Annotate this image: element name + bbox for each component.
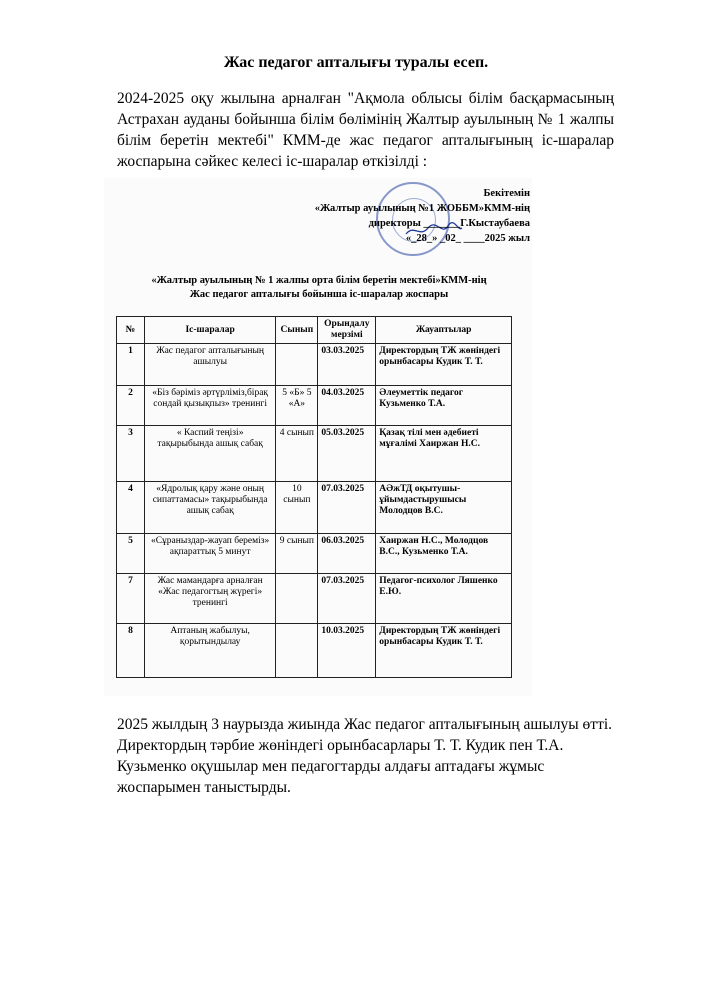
row-date: 05.03.2025 <box>318 426 376 482</box>
table-row <box>117 574 512 624</box>
row-event: Аптаның жабылуы, қорытындылау <box>144 624 276 678</box>
row-event: « Каспий теңізі» тақырыбында ашық сабақ <box>144 426 276 482</box>
row-grade <box>276 624 318 678</box>
row-event: Жас мамандарға арналған «Жас педагогтың жүрегі» тренингі <box>144 574 276 624</box>
row-number: 2 <box>117 386 145 426</box>
row-responsible: Қазақ тілі мен әдебиеті мұғалімі Хаиржан Н.С. <box>376 426 512 482</box>
row-event: Жас педагог апталығының ашылуы <box>144 344 276 386</box>
row-number: 1 <box>117 344 145 386</box>
row-responsible: Директордың ТЖ жөніндегі орынбасары Кудик Т. Т. <box>376 624 512 678</box>
plan-title-line-2: Жас педагог апталығы бойынша іс-шаралар жоспары <box>189 289 449 300</box>
report-title: Жас педагог апталығы туралы есеп. <box>223 54 489 71</box>
row-grade: 4 сынып <box>276 426 318 482</box>
plan-title <box>124 274 514 302</box>
row-responsible: Педагог-психолог Ляшенко Е.Ю. <box>376 574 512 624</box>
row-grade: 9 сынып <box>276 534 318 574</box>
plan-title-line-1: «Жалтыр ауылының № 1 жалпы орта білім беретін мектебі»КММ-нің <box>151 275 487 286</box>
row-responsible: АӘжТД оқытушы-ұйымдастырушысы Молодцов В.С. <box>376 482 512 534</box>
row-number: 3 <box>117 426 145 482</box>
row-grade: 10 сынып <box>276 482 318 534</box>
table-header-row <box>117 317 512 344</box>
table-row <box>117 534 512 574</box>
approval-heading: Бекітемін <box>483 188 530 199</box>
row-number: 4 <box>117 482 145 534</box>
row-event: «Біз бәріміз әртүрліміз,бірақ сондай қызықпыз» тренингі <box>144 386 276 426</box>
row-number: 8 <box>117 624 145 678</box>
row-date: 07.03.2025 <box>318 574 376 624</box>
table-row <box>117 426 512 482</box>
header-number: № <box>117 317 145 344</box>
row-date: 04.03.2025 <box>318 386 376 426</box>
header-responsible: Жауаптылар <box>376 317 512 344</box>
row-grade <box>276 574 318 624</box>
table-row <box>117 344 512 386</box>
row-grade: 5 «Б» 5 «А» <box>276 386 318 426</box>
report-closing-paragraph: 2025 жылдың 3 наурызда жиында Жас педагог апталығының ашылуы өтті. Директордың тәрбие жөніндегі орынбасарлары Т. Т. Кудик пен Т.А. Кузьменко оқушылар мен педагогтарды алдағы аптадағы жұмыс жоспарымен таныстырды. <box>117 716 613 796</box>
row-date: 06.03.2025 <box>318 534 376 574</box>
header-event: Іс-шаралар <box>144 317 276 344</box>
events-plan-table <box>116 316 512 678</box>
row-grade <box>276 344 318 386</box>
approval-director: директоры _______Г.Кыстаубаева <box>368 218 530 229</box>
approval-organization: «Жалтыр ауылының №1 ЖОББМ»КММ-нің <box>314 203 530 214</box>
row-responsible: Әлеуметтік педагог Кузьменко Т.А. <box>376 386 512 426</box>
table-row <box>117 482 512 534</box>
table-row <box>117 386 512 426</box>
row-date: 03.03.2025 <box>318 344 376 386</box>
row-date: 07.03.2025 <box>318 482 376 534</box>
approval-block <box>294 186 530 246</box>
row-number: 7 <box>117 574 145 624</box>
header-date: Орындалу мерзімі <box>318 317 376 344</box>
row-event: «Сұраныздар-жауап беремiз» ақпараттық 5 минут <box>144 534 276 574</box>
approval-date: «_28_» _02_ ____2025 жыл <box>405 233 530 244</box>
scanned-plan-image <box>104 178 532 696</box>
row-responsible: Хаиржан Н.С., Молодцов В.С., Кузьменко Т.А. <box>376 534 512 574</box>
table-row <box>117 624 512 678</box>
row-responsible: Директордың ТЖ жөніндегі орынбасары Кудик Т. Т. <box>376 344 512 386</box>
header-grade: Сынып <box>276 317 318 344</box>
row-date: 10.03.2025 <box>318 624 376 678</box>
row-number: 5 <box>117 534 145 574</box>
report-intro-paragraph: 2024-2025 оқу жылына арналған "Ақмола облысы білім басқармасының Астрахан ауданы бойынша білім бөлімінің Жалтыр ауылының № 1 жалпы білім беретін мектебі" КММ-де жас педагог апталығының іс-шаралар жоспарына сәйкес келесі іс-шаралар өткізілді : <box>117 90 614 170</box>
row-event: «Ядролық қару және оның сипаттамасы» тақырыбында ашық сабақ <box>144 482 276 534</box>
